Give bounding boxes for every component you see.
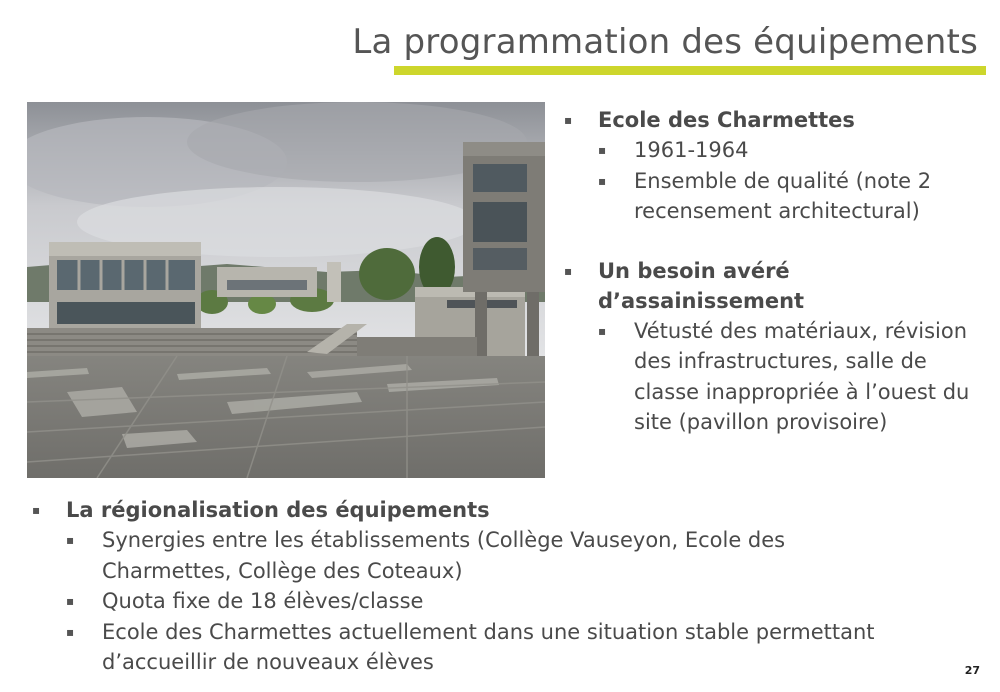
sub-bullet xyxy=(66,617,970,678)
bullet-marker: ▪ xyxy=(564,263,573,278)
bullet-marker: ▪ xyxy=(66,594,75,608)
sub-bullet-text: Quota fixe de 18 élèves/classe xyxy=(102,589,424,613)
sub-bullet xyxy=(598,166,987,227)
bullet-marker: ▪ xyxy=(598,173,607,188)
bullet-regionalisation xyxy=(30,495,970,678)
sub-bullet xyxy=(598,316,987,438)
bullet-marker: ▪ xyxy=(598,323,607,338)
bullet-marker: ▪ xyxy=(564,113,573,127)
sub-bullet xyxy=(66,586,970,617)
sub-bullet xyxy=(598,135,987,166)
slide-title: La programmation des équipements xyxy=(352,22,978,62)
spacer xyxy=(562,227,987,256)
bottom-bullet-list xyxy=(30,495,970,678)
sub-bullet-text: Synergies entre les établissements (Collège Vauseyon, Ecole des Charmettes, Collège des Coteaux) xyxy=(102,528,786,583)
sub-bullet-text: Ecole des Charmettes actuellement dans une situation stable permettant d’accueillir de nouveaux élèves xyxy=(102,619,875,674)
bullet-marker: ▪ xyxy=(598,143,607,157)
sub-bullet xyxy=(66,525,970,586)
bullet-heading: La régionalisation des équipements xyxy=(66,498,490,522)
sub-bullet-text: 1961-1964 xyxy=(634,138,749,162)
page-number: 27 xyxy=(964,664,980,677)
school-photo xyxy=(27,102,545,478)
bullet-ecole-charmettes xyxy=(562,105,987,227)
bullet-heading: Un besoin avéré xyxy=(598,258,790,283)
sub-bullet-text: Ensemble de qualité (note 2 recensement architectural) xyxy=(634,168,932,223)
bullet-besoin-assainissement xyxy=(562,256,987,438)
bullet-marker: ▪ xyxy=(66,533,75,547)
bullet-heading-cont: d’assainissement xyxy=(598,288,805,313)
sub-bullet-text: Vétusté des matériaux, révision des infrastructures, salle de classe inappropriée à l’ouest du site (pavillon provisoire) xyxy=(634,318,970,434)
bullet-marker: ▪ xyxy=(66,624,75,639)
title-underline xyxy=(394,66,986,75)
right-bullet-list xyxy=(562,105,987,438)
bullet-heading: Ecole des Charmettes xyxy=(598,108,855,132)
bullet-marker: ▪ xyxy=(32,503,41,517)
